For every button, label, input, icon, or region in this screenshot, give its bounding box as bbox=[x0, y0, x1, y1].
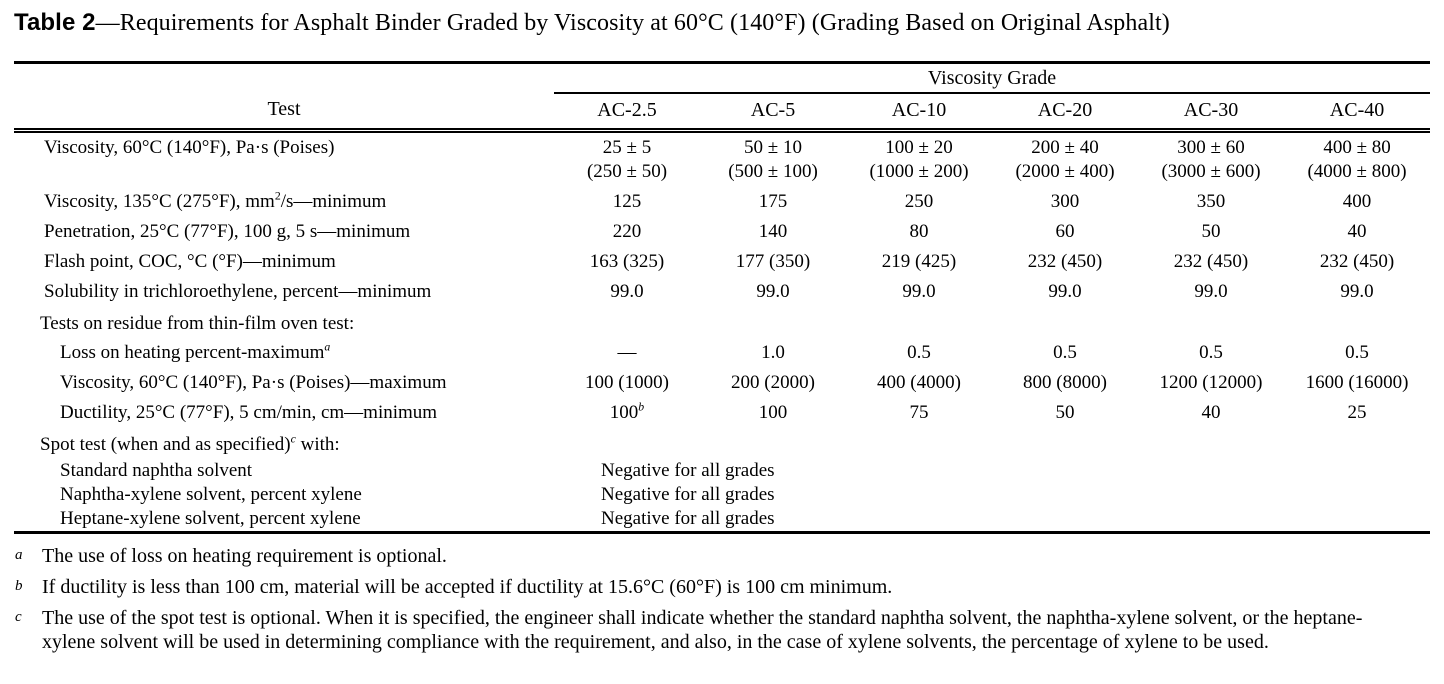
value-cell: 232 (450) bbox=[1319, 250, 1395, 272]
requirements-table bbox=[14, 61, 1430, 534]
test-name-cell: Solubility in trichloroethylene, percent—minimum bbox=[44, 280, 432, 302]
table-row bbox=[14, 187, 1430, 217]
value-cell: 140 bbox=[758, 220, 788, 242]
value-cell: 99.0 bbox=[902, 280, 936, 302]
value-cell: 99.0 bbox=[610, 280, 644, 302]
grade-column-header: AC-10 bbox=[846, 93, 992, 131]
table-row bbox=[14, 398, 1430, 428]
value-cell: 200 ± 40 (2000 ± 400) bbox=[1015, 136, 1115, 182]
grade-column-header: AC-2.5 bbox=[554, 93, 700, 131]
table-row bbox=[14, 247, 1430, 277]
all-grades-value-cell: Negative for all grades bbox=[601, 483, 775, 505]
value-cell: 50 ± 10 (500 ± 100) bbox=[728, 136, 818, 182]
value-cell: 100 bbox=[758, 401, 788, 423]
value-cell: 25 bbox=[1347, 401, 1367, 423]
table-row bbox=[14, 483, 1430, 507]
value-cell: 75 bbox=[909, 401, 929, 423]
value-cell: 100 ± 20 (1000 ± 200) bbox=[869, 136, 969, 182]
value-cell: 200 (2000) bbox=[731, 371, 815, 393]
viscosity-grade-group-header: Viscosity Grade bbox=[554, 63, 1430, 93]
value-cell: — bbox=[617, 341, 637, 363]
value-cell: 800 (8000) bbox=[1023, 371, 1107, 393]
test-name-cell: Viscosity, 135°C (275°F), $mm^2/s—minimum$ bbox=[44, 189, 387, 212]
test-name-cell: Viscosity, 60°C (140°F), Pa·s (Poises) bbox=[44, 136, 335, 158]
value-cell: 125 bbox=[612, 190, 642, 212]
value-cell: 50 bbox=[1201, 220, 1221, 242]
footnotes bbox=[0, 544, 1444, 654]
value-cell: 60 bbox=[1055, 220, 1075, 242]
table-number: Table 2 bbox=[14, 9, 96, 36]
value-cell: 400 ± 80 (4000 ± 800) bbox=[1307, 136, 1407, 182]
table-row bbox=[14, 507, 1430, 533]
test-name-cell: Tests on residue from thin-film oven test: bbox=[40, 312, 355, 334]
footnote bbox=[0, 575, 1398, 599]
table-title-text: —Requirements for Asphalt Binder Graded by Viscosity at 60°C (140°F) (Grading Based on Original Asphalt) bbox=[95, 10, 1170, 36]
footnote-marker: b bbox=[15, 577, 23, 594]
footnote-text: If ductility is less than 100 cm, material will be accepted if ductility at 15.6°C (60°F) is 100 cm minimum. bbox=[42, 575, 893, 598]
value-cell: 80 bbox=[909, 220, 929, 242]
table-row bbox=[14, 277, 1430, 307]
test-column-header: Test bbox=[14, 63, 554, 131]
value-cell: 400 (4000) bbox=[877, 371, 961, 393]
value-cell: 400 bbox=[1342, 190, 1372, 212]
grade-column-header: AC-30 bbox=[1138, 93, 1284, 131]
value-cell: 99.0 bbox=[1194, 280, 1228, 302]
test-name-cell: Flash point, COC, °C (°F)—minimum bbox=[44, 250, 336, 272]
test-name-cell: Spot test (when and as specified)$^c$ with: bbox=[40, 432, 340, 455]
value-cell: 1600 (16000) bbox=[1305, 371, 1409, 393]
table-row bbox=[14, 459, 1430, 483]
value-cell: 50 bbox=[1055, 401, 1075, 423]
test-name-cell: Loss on heating percent-maximum$^a$ bbox=[60, 340, 331, 363]
test-name-cell: Ductility, 25°C (77°F), 5 cm/min, cm—minimum bbox=[60, 401, 438, 423]
table-row bbox=[14, 338, 1430, 368]
test-name-cell: Standard naphtha solvent bbox=[60, 459, 253, 481]
table-row bbox=[14, 368, 1430, 398]
value-cell: 220 bbox=[612, 220, 642, 242]
value-cell: 0.5 bbox=[1199, 341, 1223, 363]
footnote-marker: c bbox=[15, 608, 22, 625]
value-cell: 300 bbox=[1050, 190, 1080, 212]
grade-column-header: AC-5 bbox=[700, 93, 846, 131]
value-cell: 25 ± 5 (250 ± 50) bbox=[586, 136, 668, 182]
all-grades-value-cell: Negative for all grades bbox=[601, 459, 775, 481]
value-cell: 300 ± 60 (3000 ± 600) bbox=[1161, 136, 1261, 182]
value-cell: 40 bbox=[1347, 220, 1367, 242]
value-cell: 250 bbox=[904, 190, 934, 212]
value-cell: 0.5 bbox=[907, 341, 931, 363]
value-cell: 350 bbox=[1196, 190, 1226, 212]
test-name-cell: Naphtha-xylene solvent, percent xylene bbox=[60, 483, 362, 505]
value-cell: 163 (325) bbox=[589, 250, 665, 272]
table-row bbox=[14, 428, 1430, 459]
table-row bbox=[14, 130, 1430, 187]
value-cell: 99.0 bbox=[756, 280, 790, 302]
grade-column-header: AC-20 bbox=[992, 93, 1138, 131]
value-cell: 232 (450) bbox=[1173, 250, 1249, 272]
value-cell: 1.0 bbox=[761, 341, 785, 363]
value-cell: 99.0 bbox=[1340, 280, 1374, 302]
value-cell: 0.5 bbox=[1345, 341, 1369, 363]
table-header bbox=[14, 63, 1430, 131]
table-row bbox=[14, 307, 1430, 338]
value-cell: 100 (1000) bbox=[585, 371, 669, 393]
value-cell: 175 bbox=[758, 190, 788, 212]
value-cell: 0.5 bbox=[1053, 341, 1077, 363]
table-body bbox=[14, 130, 1430, 532]
test-name-cell: Penetration, 25°C (77°F), 100 g, 5 s—minimum bbox=[44, 220, 411, 242]
test-name-cell: Viscosity, 60°C (140°F), Pa·s (Poises)—maximum bbox=[60, 371, 447, 393]
value-cell: 40 bbox=[1201, 401, 1221, 423]
value-cell: 100$^b$ bbox=[609, 400, 645, 423]
value-cell: 232 (450) bbox=[1027, 250, 1103, 272]
table-title bbox=[0, 0, 1250, 38]
value-cell: 1200 (12000) bbox=[1159, 371, 1263, 393]
footnote-text: The use of the spot test is optional. When it is specified, the engineer shall indicate whether the standard naphtha solvent, the naphtha-xylene solvent, or the heptane-xylene solvent will be used in determining compliance with the requirement, and also, in the case of xylene solvents, the percentage of xylene to be used. bbox=[42, 606, 1363, 653]
test-name-cell: Heptane-xylene solvent, percent xylene bbox=[60, 507, 361, 529]
value-cell: 219 (425) bbox=[881, 250, 957, 272]
table-row bbox=[14, 217, 1430, 247]
footnote-marker: a bbox=[15, 546, 23, 563]
all-grades-value-cell: Negative for all grades bbox=[601, 507, 775, 529]
footnote-text: The use of loss on heating requirement is optional. bbox=[42, 544, 447, 567]
footnote bbox=[0, 544, 1398, 568]
value-cell: 99.0 bbox=[1048, 280, 1082, 302]
footnote bbox=[0, 606, 1398, 654]
grade-column-header: AC-40 bbox=[1284, 93, 1430, 131]
group-header-row bbox=[14, 63, 1430, 93]
value-cell: 177 (350) bbox=[735, 250, 811, 272]
